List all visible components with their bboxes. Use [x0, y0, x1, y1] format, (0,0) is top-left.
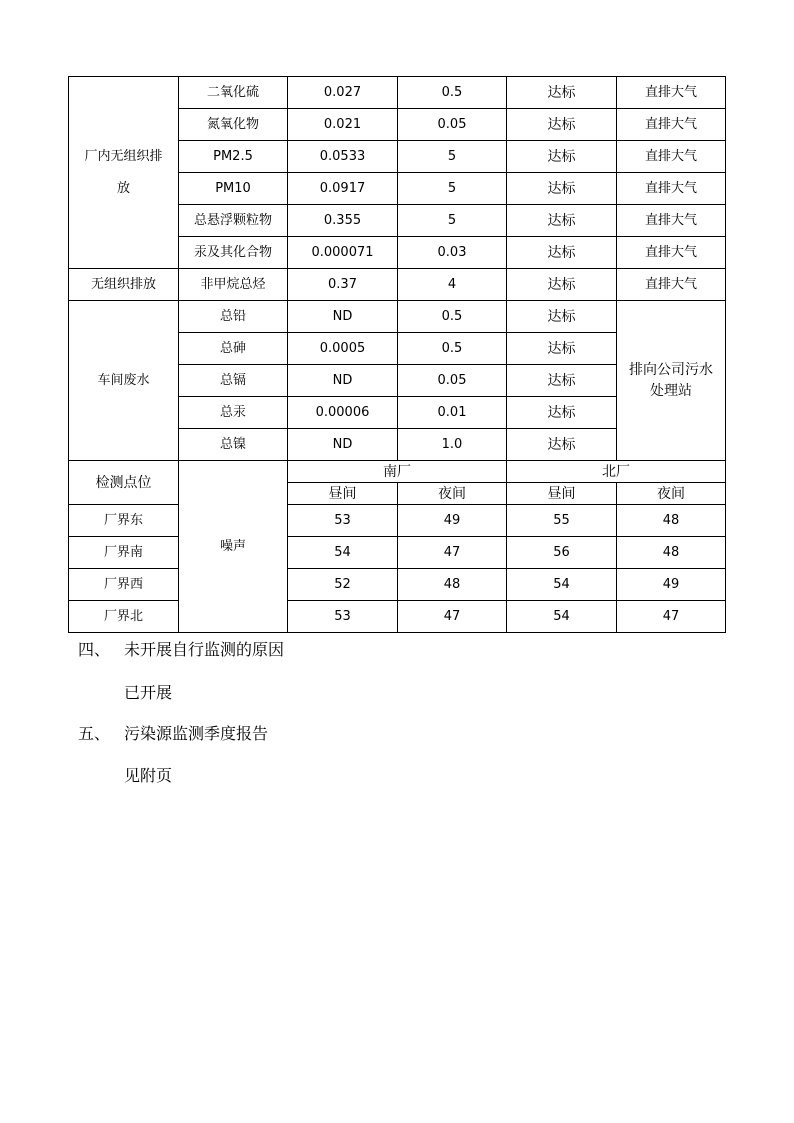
value-cell: ND	[288, 301, 398, 333]
pollutant-cell: 总镉	[179, 365, 288, 397]
pollutant-cell: 非甲烷总烃	[179, 269, 288, 301]
destination-cell: 直排大气	[617, 237, 726, 269]
north-night-cell: 49	[617, 569, 726, 601]
monitoring-results-table	[68, 76, 726, 633]
value-cell: ND	[288, 365, 398, 397]
value-cell: ND	[288, 429, 398, 461]
south-night-cell: 47	[398, 601, 507, 633]
destination-cell: 直排大气	[617, 269, 726, 301]
destination-label: 排向公司污水处理站	[629, 361, 713, 399]
section-number: 五、	[78, 724, 111, 743]
south-night-cell: 47	[398, 537, 507, 569]
result-cell: 达标	[507, 77, 617, 109]
limit-cell: 5	[398, 141, 507, 173]
table-row	[69, 269, 726, 301]
value-cell: 0.0005	[288, 333, 398, 365]
result-cell: 达标	[507, 237, 617, 269]
section-four-heading	[78, 640, 284, 660]
pollutant-cell: 氮氧化物	[179, 109, 288, 141]
value-cell: 0.0917	[288, 173, 398, 205]
point-cell: 厂界西	[69, 569, 179, 601]
limit-cell: 1.0	[398, 429, 507, 461]
result-cell: 达标	[507, 173, 617, 205]
value-cell: 0.00006	[288, 397, 398, 429]
table-row	[69, 537, 726, 569]
value-cell: 0.021	[288, 109, 398, 141]
section-title: 未开展自行监测的原因	[124, 640, 285, 659]
table-row	[69, 505, 726, 537]
result-cell: 达标	[507, 365, 617, 397]
south-day-cell: 52	[288, 569, 398, 601]
value-cell: 0.355	[288, 205, 398, 237]
north-night-cell: 48	[617, 537, 726, 569]
limit-cell: 0.05	[398, 365, 507, 397]
limit-cell: 0.05	[398, 109, 507, 141]
north-day-cell: 54	[507, 569, 617, 601]
section-five-heading	[78, 724, 268, 744]
limit-cell: 0.03	[398, 237, 507, 269]
point-header: 检测点位	[69, 461, 179, 505]
result-cell: 达标	[507, 109, 617, 141]
section-five-content: 见附页	[124, 766, 173, 785]
result-cell: 达标	[507, 429, 617, 461]
pollutant-cell: 总铅	[179, 301, 288, 333]
destination-cell: 直排大气	[617, 205, 726, 237]
limit-cell: 5	[398, 205, 507, 237]
south-day-cell: 53	[288, 505, 398, 537]
limit-cell: 5	[398, 173, 507, 205]
pollutant-cell: 二氧化硫	[179, 77, 288, 109]
result-cell: 达标	[507, 269, 617, 301]
value-cell: 0.0533	[288, 141, 398, 173]
destination-cell: 直排大气	[617, 141, 726, 173]
group-label: 厂内无组织排放	[84, 148, 163, 196]
destination-cell: 直排大气	[617, 109, 726, 141]
table-row	[69, 77, 726, 109]
destination-cell: 直排大气	[617, 77, 726, 109]
limit-cell: 0.5	[398, 301, 507, 333]
result-cell: 达标	[507, 333, 617, 365]
section-four-content: 已开展	[124, 683, 173, 702]
result-cell: 达标	[507, 397, 617, 429]
pollutant-cell: 总镍	[179, 429, 288, 461]
south-night-header: 夜间	[398, 483, 507, 505]
limit-cell: 4	[398, 269, 507, 301]
noise-header-row	[69, 461, 726, 483]
pollutant-cell: PM10	[179, 173, 288, 205]
point-cell: 厂界南	[69, 537, 179, 569]
pollutant-cell: PM2.5	[179, 141, 288, 173]
pollutant-cell: 总悬浮颗粒物	[179, 205, 288, 237]
destination-cell: 直排大气	[617, 173, 726, 205]
point-cell: 厂界东	[69, 505, 179, 537]
section-number: 四、	[78, 640, 111, 659]
north-day-cell: 54	[507, 601, 617, 633]
north-day-cell: 56	[507, 537, 617, 569]
group-cell: 无组织排放	[69, 269, 179, 301]
south-plant-header: 南厂	[288, 461, 507, 483]
table-row	[69, 601, 726, 633]
north-day-cell: 55	[507, 505, 617, 537]
limit-cell: 0.01	[398, 397, 507, 429]
limit-cell: 0.5	[398, 77, 507, 109]
table-row	[69, 301, 726, 333]
result-cell: 达标	[507, 141, 617, 173]
result-cell: 达标	[507, 301, 617, 333]
table-row	[69, 569, 726, 601]
limit-cell: 0.5	[398, 333, 507, 365]
section-title: 污染源监测季度报告	[124, 724, 269, 743]
point-cell: 厂界北	[69, 601, 179, 633]
noise-type-cell: 噪声	[179, 461, 288, 633]
value-cell: 0.37	[288, 269, 398, 301]
south-day-header: 昼间	[288, 483, 398, 505]
group-cell	[69, 77, 179, 269]
south-night-cell: 48	[398, 569, 507, 601]
value-cell: 0.000071	[288, 237, 398, 269]
north-night-cell: 48	[617, 505, 726, 537]
pollutant-cell: 汞及其化合物	[179, 237, 288, 269]
north-plant-header: 北厂	[507, 461, 726, 483]
group-cell: 车间废水	[69, 301, 179, 461]
south-day-cell: 53	[288, 601, 398, 633]
north-night-header: 夜间	[617, 483, 726, 505]
pollutant-cell: 总砷	[179, 333, 288, 365]
north-day-header: 昼间	[507, 483, 617, 505]
south-night-cell: 49	[398, 505, 507, 537]
north-night-cell: 47	[617, 601, 726, 633]
south-day-cell: 54	[288, 537, 398, 569]
value-cell: 0.027	[288, 77, 398, 109]
destination-cell	[617, 301, 726, 461]
result-cell: 达标	[507, 205, 617, 237]
pollutant-cell: 总汞	[179, 397, 288, 429]
